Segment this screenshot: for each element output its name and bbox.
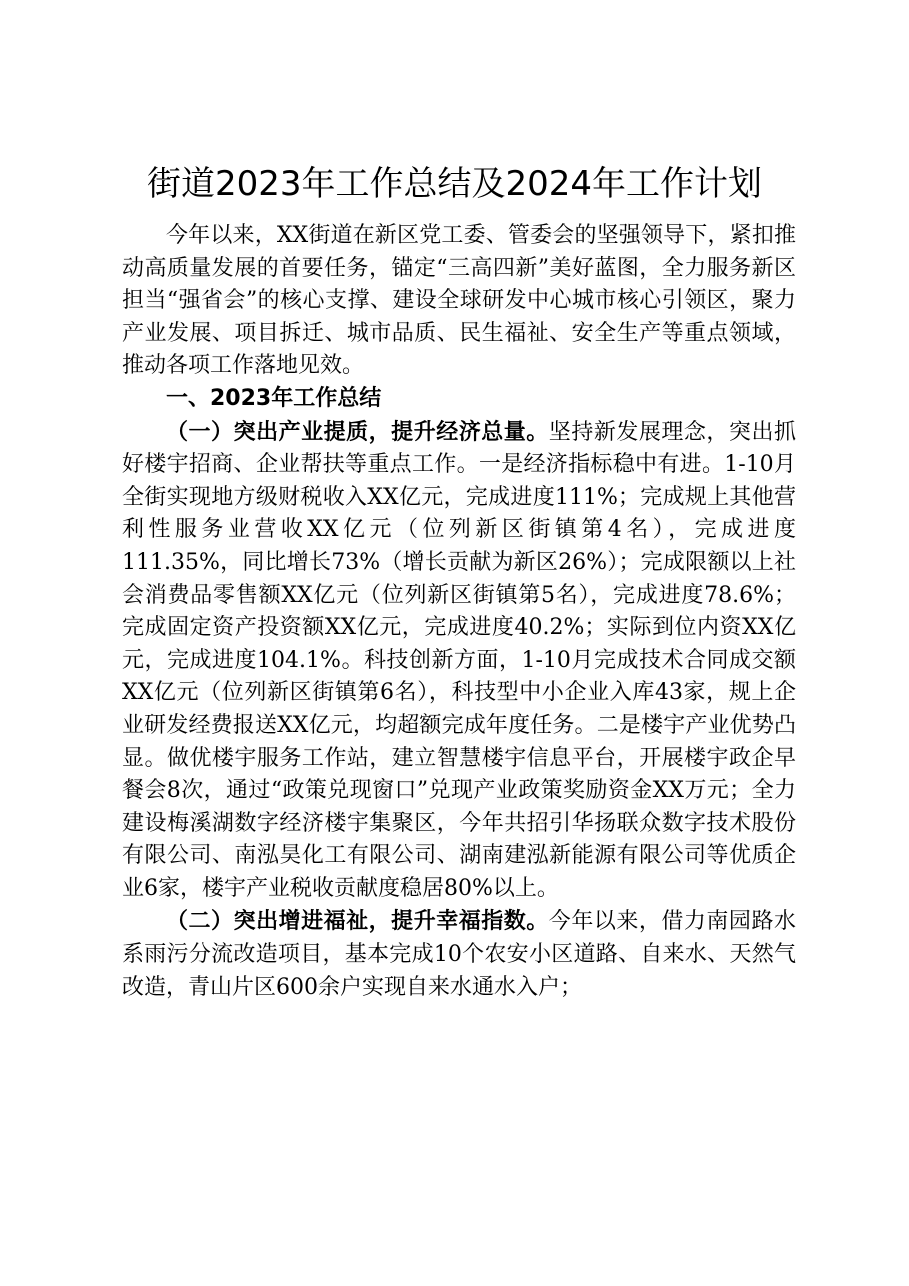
document-title: 街道2023年工作总结及2024年工作计划: [146, 164, 763, 204]
item-subheading: （二）突出增进福祉，提升幸福指数。: [166, 908, 549, 935]
item-text: 今年以来，借力南园路水系雨污分流改造项目，基本完成10个农安小区道路、自来水、天然气改造，青山片区600余户实现自来水通水入户；: [122, 909, 796, 1000]
summary-item-welfare: [122, 905, 796, 1004]
intro-paragraph: 今年以来，XX街道在新区党工委、管委会的坚强领导下，紧扣推动高质量发展的首要任务，锚定“三高四新”美好蓝图，全力服务新区担当“强省会”的核心支撑、建设全球研发中心城市核心引领区，聚力产业发展、项目拆迁、城市品质、民生福祉、安全生产等重点领域，推动各项工作落地见效。: [122, 223, 796, 379]
document-body: [122, 220, 796, 1004]
summary-item-industry: [122, 416, 796, 906]
section-heading-2023-summary: 一、2023年工作总结: [166, 385, 382, 411]
item-subheading: （一）突出产业提质，提升经济总量。: [166, 418, 549, 445]
item-text: 坚持新发展理念，突出抓好楼宇招商、企业帮扶等重点工作。一是经济指标稳中有进。1-10月全街实现地方级财税收入XX亿元，完成进度111%；完成规上其他营利性服务业营收XX亿元（位列新区街镇第4名），完成进度111.35%，同比增长73%（增长贡献为新区26%）；完成限额以上社会消费品零售额XX亿元（位列新区街镇第5名），完成进度78.6%；完成固定资产投资额XX亿元，完成进度40.2%；实际到位内资XX亿元，完成进度104.1%。科技创新方面，1-10月完成技术合同成交额XX亿元（位列新区街镇第6名），科技型中小企业入库43家，规上企业研发经费报送XX亿元，均超额完成年度任务。二是楼宇产业优势凸显。做优楼宇服务工作站，建立智慧楼宇信息平台，开展楼宇政企早餐会8次，通过“政策兑现窗口”兑现产业政策奖励资金XX万元；全力建设梅溪湖数字经济楼宇集聚区，今年共招引华扬联众数字技术股份有限公司、南泓昊化工有限公司、湖南建泓新能源有限公司等优质企业6家，楼宇产业税收贡献度稳居80%以上。: [122, 419, 796, 901]
